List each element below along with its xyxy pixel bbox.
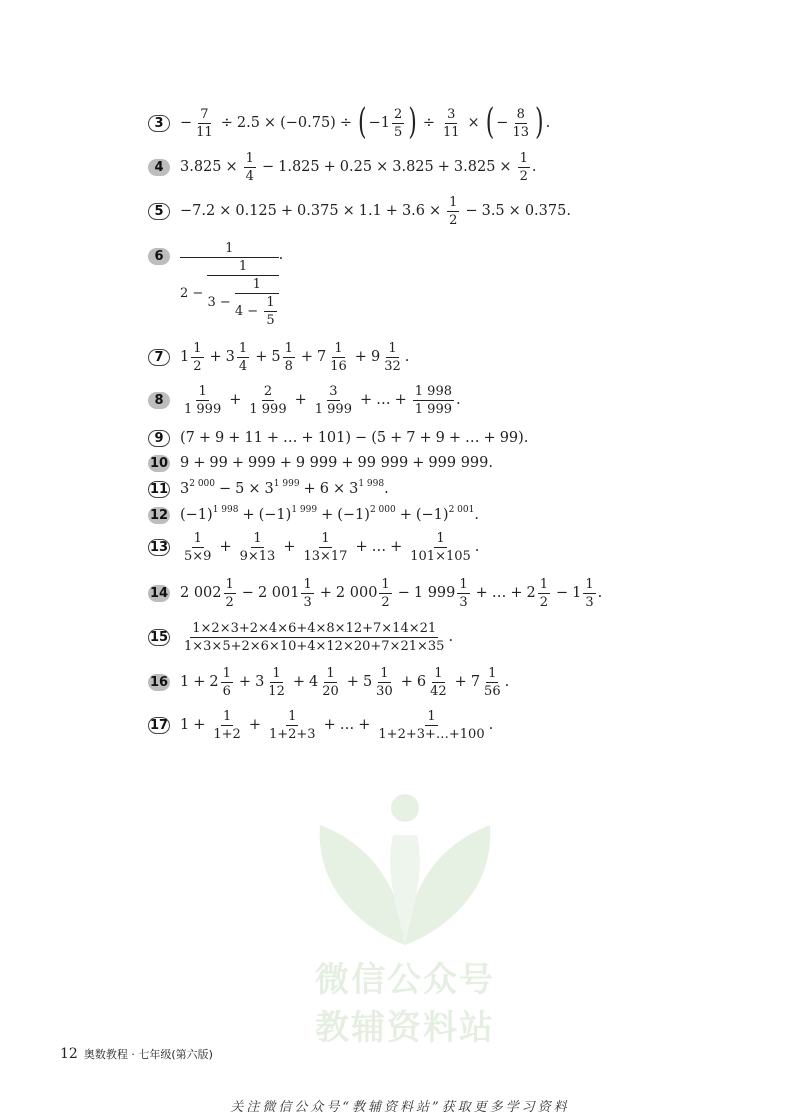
problem-number: 11 — [149, 482, 169, 497]
problem-4: 4 3.825 × $\frac{1}{4}$ − 1.825 + 0.25 × 3.825 + 3.825 × $\frac{1}{2}$ . — [148, 152, 536, 183]
problem-10: 10 9 + 99 + 999 + 9 999 + 99 999 + 999 999. — [149, 455, 493, 472]
problem-number: 7 — [148, 349, 170, 366]
problem-5: 5 −7.2 × 0.125 + 0.375 × 1.1 + 3.6 × $\frac{1}{2}$ − 3.5 × 0.375. — [148, 196, 571, 227]
watermark — [305, 780, 505, 1048]
problem-12: 12 (−1) $^{1 998}$ + (−1) $^{1 999}$ + (−1) $^{2 000}$ + (−1) $^{2 001}$ . — [149, 505, 479, 524]
problem-11: 11 3 $^{2 000}$ − 5 × 3 $^{1 999}$ + 6 × 3 $^{1 998}$ . — [149, 479, 389, 498]
problem-number: 16 — [149, 675, 169, 690]
problem-14: 14 2 002 1 2 − 2 001 $\frac{1}{3}$ + 2 000 $\frac{1}{2}$ − 1 999 $\frac{1}{3}$ + … + 2 $\frac{1}{2}$ − 1 $\frac{1}{3}$ . — [149, 577, 603, 610]
problem-number: 12 — [149, 508, 169, 523]
problem-13: 13 1 5×9 + $\frac{1}{9\times 13}$ + $\frac{1}{13\times 17}$ + … + $\frac{1}{101\times 105}$ . — [149, 531, 480, 564]
problem-16: 16 1 + 2 $\frac{1}{6}$ + 3 $\frac{1}{12}$ + 4 $\frac{1}{20}$ + 5 $\frac{1}{30}$ + 6 $\frac{1}{42}$ + 7 $\frac{1}{56}$ . — [149, 666, 510, 699]
problem-number: 5 — [148, 203, 170, 220]
problem-number: 17 — [149, 718, 169, 733]
problem-17: 17 1 + $\frac{1}{1+2}$ + $\frac{1}{1+2+3}$ + … + $\frac{1}{1+2+3+\dots+100}$ . — [149, 709, 494, 742]
promo-note: 关注微信公众号“教辅资料站”获取更多学习资料 — [230, 1100, 570, 1115]
problem-9: 9 (7 + 9 + 11 + … + 101) − (5 + 7 + 9 + … + 99). — [148, 430, 528, 447]
problem-7: 7 1 1 2 + 3 $\frac{1}{4}$ + 5 $\frac{1}{8}$ + 7 $\frac{1}{16}$ + 9 $\frac{1}{32}$ . — [148, 342, 409, 373]
problem-number: 4 — [148, 159, 170, 176]
problem-number: 9 — [148, 430, 170, 447]
watermark-line1: 微信公众号 — [315, 960, 495, 1000]
problem-number: 3 — [148, 115, 170, 132]
problem-number: 13 — [149, 540, 169, 555]
problem-6: 6 1 2 − 1 3 − 1 4 − 1 5 . — [148, 240, 283, 327]
problem-number: 14 — [149, 586, 169, 601]
problem-15: 15 1×2×3+2×4×6+4×8×12+7×14×21 1×3×5+2×6×10+4×12×20+7×21×35 . — [149, 621, 454, 654]
problem-number: 15 — [149, 630, 169, 645]
page-number: 12 — [60, 1046, 78, 1062]
problem-8: 8 1 1 999 + $\frac{2}{1 999}$ + $\frac{3}{1 999}$ + … + $\frac{1 998}{1 999}$ . — [148, 385, 461, 416]
page-footer — [60, 1046, 213, 1062]
book-title: 奥数教程 · 七年级(第六版) — [83, 1048, 213, 1061]
sprout-logo-icon — [305, 780, 505, 950]
problem-number: 6 — [148, 248, 170, 265]
problem-number: 8 — [148, 392, 170, 409]
problem-3: 3 − $\frac{7}{11}$ ÷ 2.5 × (−0.75) ÷ ( −1 2 5 ) ÷ $\frac{3}{11}$ × ( − 8 13 ) . — [148, 108, 550, 139]
problem-number: 10 — [149, 456, 169, 471]
watermark-line2: 教辅资料站 — [315, 1008, 495, 1048]
